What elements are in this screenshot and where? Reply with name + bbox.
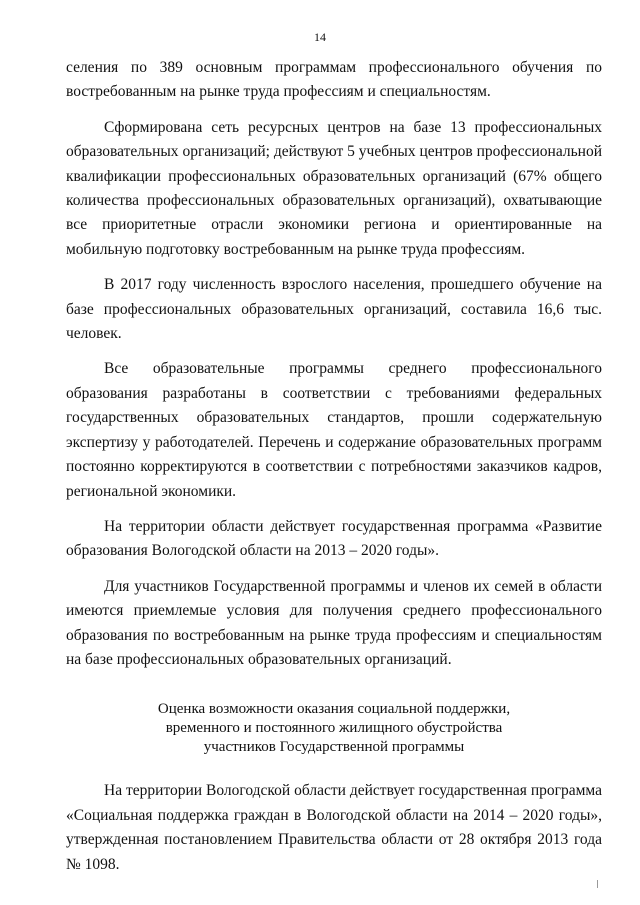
scan-edge-mark (597, 880, 598, 888)
page-number: 14 (314, 30, 326, 44)
paragraph-educational-programs: Все образовательные программы среднего профессионального образования разработаны в соответствии с требованиями федеральных государственных образовательных стандартов, прошли содержательную экспертизу у работодателей. Перечень и содержание образовательных программ постоянно корректируются в соответствии с потребностями заказчиков кадров, региональной экономики. (66, 360, 602, 500)
section-heading (66, 700, 602, 757)
section-heading-line: Оценка возможности оказания социальной поддержки, (157, 701, 511, 718)
paragraph-participants-conditions: Для участников Государственной программы и членов их семей в области имеются приемлемые условия для получения среднего профессионального образования по востребованным на рынке труда профессиям и специальностям на базе профессиональных образовательных организаций. (66, 577, 602, 668)
paragraph-resource-centers: Сформирована сеть ресурсных центров на базе 13 профессиональных образовательных организаций; действуют 5 учебных центров профессиональной квалификации профессиональных образовательных организаций (67% общего количества профессиональных образовательных организаций), охватывающие все приоритетные отрасли экономики региона и ориентированные на мобильную подготовку востребованным на рынке труда профессиям. (66, 118, 602, 258)
paragraph-adult-training: В 2017 году численность взрослого населения, прошедшего обучение на базе профессиональных образовательных организаций, составила 16,6 тыс. человек. (66, 276, 602, 343)
section-heading-line: участников Государственной программы (203, 739, 465, 756)
paragraph-continuation: селения по 389 основным программам профессионального обучения по востребованным на рынке труда профессиям и специальностям. (66, 59, 602, 101)
paragraph-social-support-program: На территории Вологодской области действует государственная программа «Социальная поддержка граждан в Вологодской области на 2014 – 2020 годы», утвержденная постановлением Правительства области от 28 октября 2013 года № 1098. (66, 782, 602, 873)
section-heading-line: временного и постоянного жилищного обустройства (165, 720, 503, 737)
paragraph-state-program-education: На территории области действует государственная программа «Развитие образования Вологодской области на 2013 – 2020 годы». (66, 517, 602, 560)
document-body (66, 56, 602, 888)
